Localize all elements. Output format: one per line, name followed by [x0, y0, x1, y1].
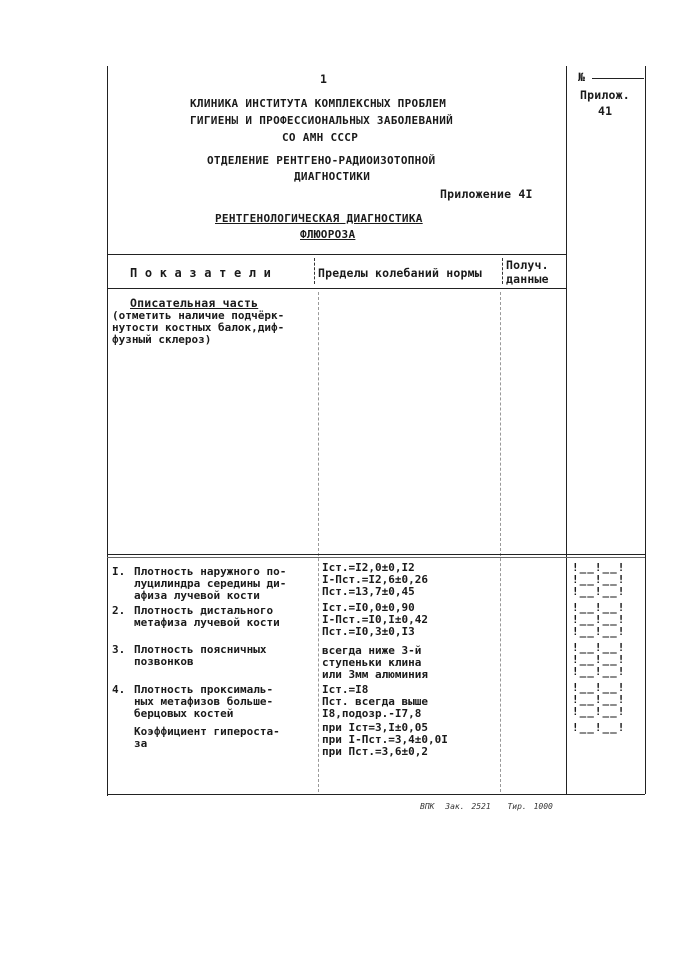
row-4-checks: !__!__! !__!__! !__!__!: [572, 681, 626, 718]
copies-number: 1000: [533, 802, 553, 811]
header-range: Пределы колебаний нормы: [318, 266, 482, 280]
institution-line-2: ГИГИЕНЫ И ПРОФЕССИОНАЛЬНЫХ ЗАБОЛЕВАНИЙ: [190, 114, 454, 127]
descriptive-heading: Описательная часть: [130, 296, 259, 310]
table-header-top-rule: [107, 254, 566, 255]
department-line-2: ДИАГНОСТИКИ: [294, 170, 371, 183]
right-box-top-line: [592, 78, 644, 79]
row-2-checks: !__!__! !__!__! !__!__!: [572, 601, 626, 638]
row-4-number: 4.: [112, 683, 126, 696]
row-5-checks: !__!__!: [572, 721, 626, 734]
appendix-label: Приложение 4I: [440, 187, 533, 201]
row-1-checks: !__!__! !__!__! !__!__!: [572, 561, 626, 598]
row-3-checks: !__!__! !__!__! !__!__!: [572, 641, 626, 678]
right-box-label: Прилож.: [580, 88, 630, 102]
row-3-norm: всегда ниже 3-й ступеньки клина или 3мм алюминия: [322, 644, 428, 681]
body-col-divider-2: [500, 292, 501, 792]
right-margin-rule: [566, 66, 567, 794]
institution-line-3: СО АМН СССР: [282, 131, 359, 144]
table-header-bottom-rule: [107, 288, 566, 289]
row-2-label: Плотность дистального метафиза лучевой кости: [134, 604, 280, 629]
printer-label: ВПК: [420, 802, 435, 811]
right-box-number-sign: №: [578, 70, 586, 84]
measurements-top-rule: [107, 554, 645, 555]
row-1-norm: Iст.=I2,0±0,I2 I-Пст.=I2,6±0,26 Пст.=13,7±0,45: [322, 561, 428, 598]
order-label: Зак.: [445, 802, 465, 811]
row-5-label: Коэффициент гиперостa- за: [134, 725, 280, 750]
table-bottom-rule: [107, 794, 645, 795]
row-3-label: Плотность поясничных позвонков: [134, 643, 267, 668]
measurements-top-rule-2: [107, 557, 645, 558]
header-col-divider-2: [502, 258, 503, 284]
body-col-divider-1: [318, 292, 319, 792]
header-received-2: данные: [506, 272, 549, 286]
row-5-norm: при Iст=3,I±0,05 при I-Пст.=3,4±0,0I при Пст.=3,6±0,2: [322, 721, 448, 758]
row-1-label: Плотность наружного по- луцилиндра середины ди- афиза лучевой кости: [134, 565, 287, 602]
row-3-number: 3.: [112, 643, 126, 656]
print-stamp: [420, 802, 553, 811]
header-received-1: Получ.: [506, 258, 549, 272]
left-margin-rule: [107, 66, 108, 796]
document-title-line-2: ФЛЮОРОЗА: [300, 228, 356, 241]
right-box-number: 41: [598, 104, 613, 118]
row-2-norm: Iст.=I0,0±0,90 I-Пст.=I0,I±0,42 Пст.=I0,3±0,I3: [322, 601, 428, 638]
order-number: 2521: [471, 802, 491, 811]
header-col-divider-1: [314, 258, 315, 284]
department-line-1: ОТДЕЛЕНИЕ РЕНТГЕНО-РАДИОИЗОТОПНОЙ: [207, 154, 436, 167]
institution-line-1: КЛИНИКА ИНСТИТУТА КОМПЛЕКСНЫХ ПРОБЛЕМ: [190, 97, 447, 110]
header-indicators: П о к а з а т е л и: [130, 266, 272, 280]
document-title-line-1: РЕНТГЕНОЛОГИЧЕСКАЯ ДИАГНОСТИКА: [215, 212, 423, 225]
row-4-norm: Iст.=I8 Пст. всегда выше I8,подозр.-I7,8: [322, 683, 428, 720]
descriptive-note: (отметить наличие подчёрк- нутости костных балок,диф- фузный склероз): [112, 309, 285, 346]
row-2-number: 2.: [112, 604, 126, 617]
page-number: 1: [320, 72, 328, 86]
copies-label: Тир.: [507, 802, 527, 811]
right-edge-rule: [645, 66, 646, 794]
row-1-number: I.: [112, 565, 126, 578]
row-4-label: Плотность проксималь- ных метафизов больше- берцовых костей: [134, 683, 274, 720]
